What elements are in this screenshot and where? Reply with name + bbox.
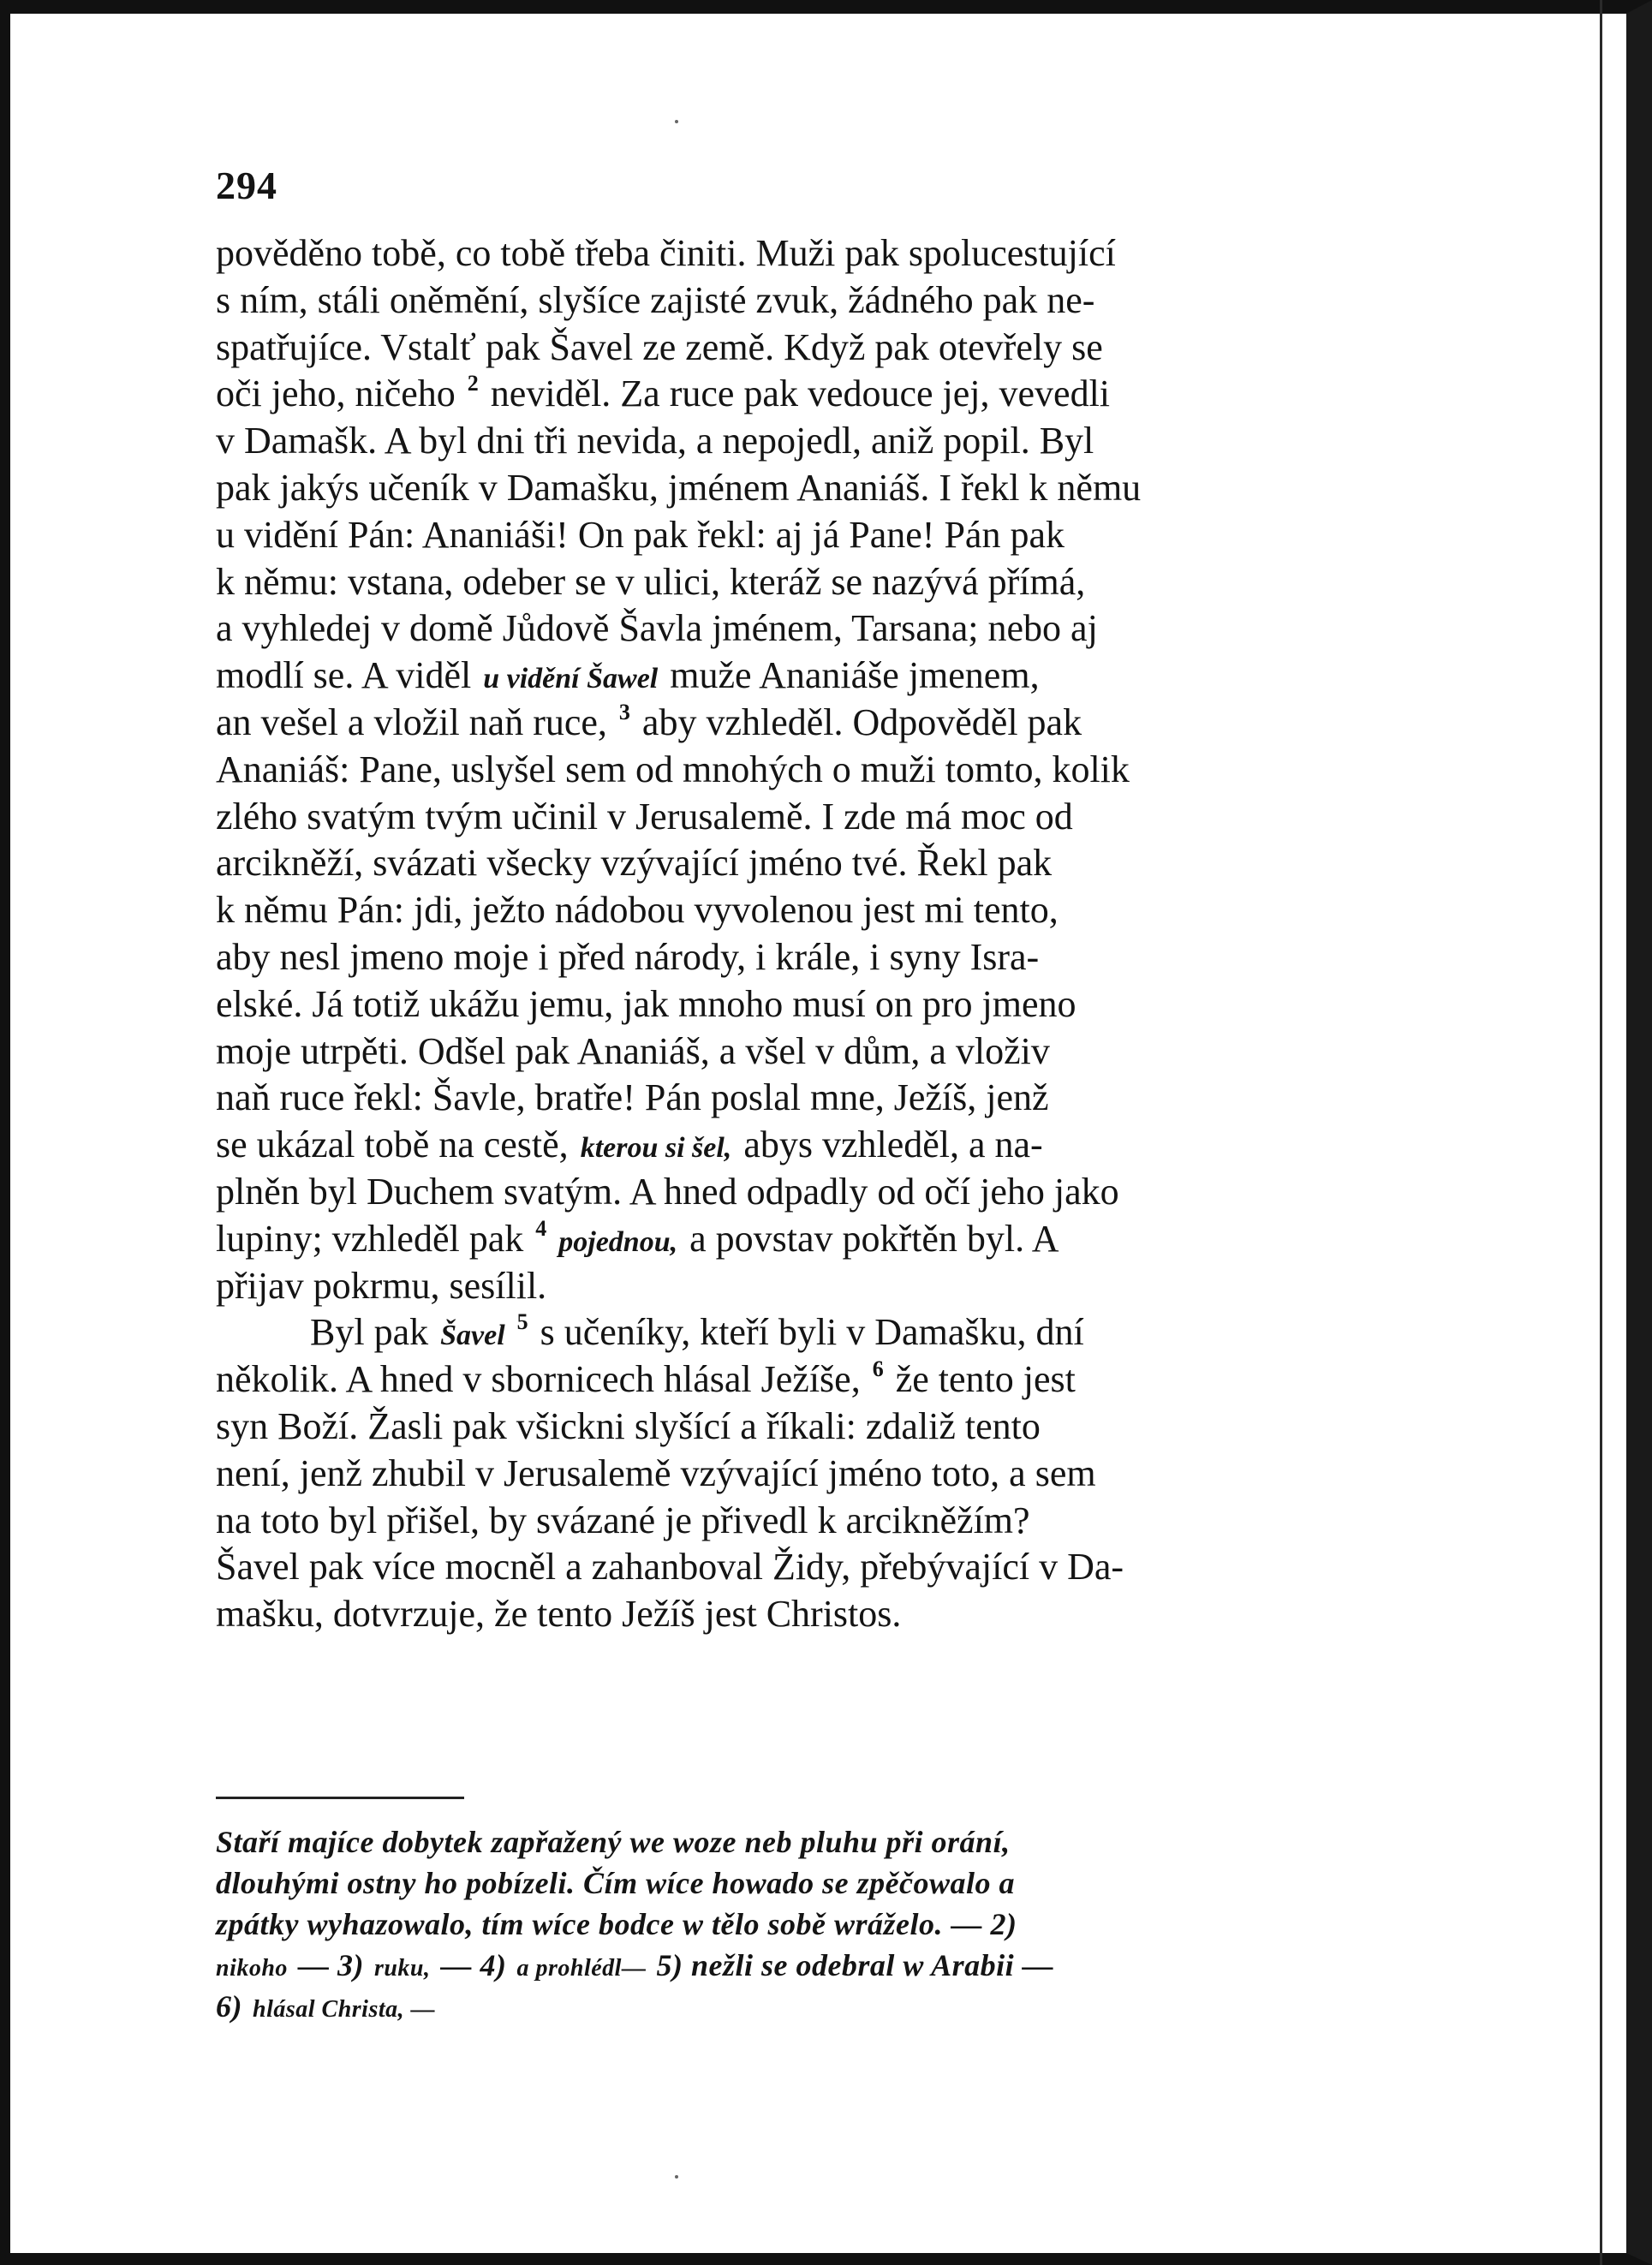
- line-text: neviděl. Za ruce pak vedouce jej, vevedli: [490, 373, 1111, 415]
- line-text: zlého svatým tvým učinil v Jerusalemě. I zde má moc od: [216, 795, 1073, 837]
- text-line: [216, 606, 1415, 653]
- text-line: [216, 466, 1415, 513]
- scan-speck: [675, 2175, 678, 2179]
- footnote-line: [216, 1988, 1415, 2030]
- line-text: u vidění Pán: Ananiáši! On pak řekl: aj já Pane! Pán pak: [216, 513, 1065, 556]
- text-line: [216, 795, 1415, 842]
- text-line: [216, 1592, 1415, 1639]
- line-text: arcikněží, svázati všecky vzývající jméno tvé. Řekl pak: [216, 842, 1053, 885]
- line-text: se ukázal tobě na cestě,: [216, 1124, 569, 1166]
- line-text: muže Ananiáše jmenem,: [670, 654, 1040, 697]
- text-line: [216, 1310, 1415, 1357]
- footnote-text: hlásal Christa, —: [253, 1996, 436, 2023]
- line-text: abys vzhleděl, a na-: [743, 1124, 1043, 1166]
- text-line: [216, 419, 1415, 466]
- text-line: [216, 1123, 1415, 1170]
- line-text: k němu: vstana, odeber se v ulici, kteráž se nazývá přímá,: [216, 560, 1086, 603]
- text-line: [216, 1545, 1415, 1592]
- line-text: an vešel a vložil naň ruce,: [216, 700, 607, 743]
- gloss-text: pojednou,: [558, 1225, 678, 1258]
- footnote-ref: 5: [516, 1309, 528, 1335]
- text-line: [216, 935, 1415, 982]
- text-line: [216, 278, 1415, 325]
- footnote-line: [216, 1865, 1415, 1906]
- gloss-text: Šavel: [440, 1320, 505, 1352]
- footnote-text: Staří majíce dobytek zapřažený we woze neb pluhu při orání,: [216, 1825, 1011, 1859]
- line-text: že tento jest: [895, 1358, 1076, 1401]
- page-edge-line: [1600, 0, 1602, 2265]
- text-line: [216, 1264, 1415, 1311]
- line-text: pak jakýs učeník v Damašku, jménem Ananiáš. I řekl k němu: [216, 466, 1142, 509]
- footnote-ref: 2: [467, 371, 479, 396]
- line-text: aby vzhleděl. Odpověděl pak: [641, 700, 1082, 743]
- text-line: [216, 325, 1415, 373]
- gloss-text: kterou si šel,: [580, 1132, 732, 1165]
- footnote-line: [216, 1824, 1415, 1865]
- page-number: 294: [216, 164, 277, 207]
- text-line: [216, 841, 1415, 888]
- line-text: a vyhledej v domě Jůdově Šavla jménem, Tarsana; nebo aj: [216, 607, 1098, 650]
- line-text: několik. A hned v sbornicech hlásal Ježíše,: [216, 1358, 861, 1401]
- footnote-text: a prohlédl—: [516, 1955, 647, 1982]
- line-text: elské. Já totiž ukážu jemu, jak mnoho musí on pro jmeno: [216, 982, 1076, 1025]
- text-line: [216, 1404, 1415, 1451]
- line-text: s ním, stáli oněmění, slyšíce zajisté zvuk, žádného pak ne-: [216, 278, 1095, 321]
- line-text: Šavel pak více mocněl a zahanboval Židy, přebývající v Da-: [216, 1546, 1124, 1588]
- line-text: na toto byl přišel, by svázané je přivedl k arcikněžím?: [216, 1499, 1030, 1541]
- footnote-text: 5) nežli se odebral w Arabii —: [656, 1948, 1054, 1982]
- line-text: v Damašk. A byl dni tři nevida, a nepojedl, aniž popil. Byl: [216, 420, 1094, 462]
- line-text: a povstav pokřtěn byl. A: [689, 1217, 1059, 1260]
- text-line: [216, 513, 1415, 560]
- line-text: aby nesl jmeno moje i před národy, i krále, i syny Isra-: [216, 935, 1040, 978]
- line-text: plněn byl Duchem svatým. A hned odpadly od očí jeho jako: [216, 1170, 1119, 1213]
- line-text: naň ruce řekl: Šavle, bratře! Pán poslal mne, Ježíš, jenž: [216, 1076, 1049, 1119]
- line-text: přijav pokrmu, sesílil.: [216, 1264, 547, 1307]
- footnote-line: [216, 1947, 1415, 1988]
- text-line: [216, 748, 1415, 795]
- footnote-text: ruku,: [373, 1955, 431, 1982]
- footnotes: [216, 1824, 1415, 2030]
- footnote-text: 6): [216, 1989, 242, 2024]
- line-text: není, jenž zhubil v Jerusalemě vzývající jméno toto, a sem: [216, 1451, 1096, 1494]
- footnote-line: [216, 1906, 1415, 1947]
- text-line: [216, 231, 1415, 278]
- text-line: [216, 888, 1415, 935]
- gloss-text: u vidění Šawel: [483, 663, 659, 695]
- line-text: syn Boží. Žasli pak všickni slyšící a říkali: zdaliž tento: [216, 1404, 1041, 1447]
- text-line: [216, 653, 1415, 700]
- footnote-ref: 6: [872, 1356, 884, 1382]
- footnote-text: zpátky wyhazowalo, tím wíce bodce w tělo sobě wráželo. — 2): [216, 1907, 1017, 1941]
- line-text: k němu Pán: jdi, ježto nádobou vyvolenou jest mi tento,: [216, 889, 1059, 932]
- footnote-text: dlouhými ostny ho pobízeli. Čím wíce howado se zpěčowalo a: [216, 1866, 1016, 1900]
- text-line: [216, 1029, 1415, 1076]
- scan-speck: [675, 120, 678, 123]
- text-line: [216, 982, 1415, 1029]
- line-text: pověděno tobě, co tobě třeba činiti. Muži pak spolucestující: [216, 232, 1116, 274]
- line-text: moje utrpěti. Odšel pak Ananiáš, a všel v dům, a vloživ: [216, 1029, 1050, 1072]
- text-line: [216, 1076, 1415, 1123]
- footnote-ref: 3: [618, 699, 630, 724]
- line-text: s učeníky, kteří byli v Damašku, dní: [540, 1311, 1084, 1354]
- line-text: spatřujíce. Vstalť pak Šavel ze země. Když pak otevřely se: [216, 325, 1103, 368]
- text-line: [216, 372, 1415, 419]
- line-text: lupiny; vzhleděl pak: [216, 1217, 524, 1260]
- line-text: mašku, dotvrzuje, že tento Ježíš jest Christos.: [216, 1593, 902, 1636]
- text-line: [216, 1217, 1415, 1264]
- text-line: [216, 1451, 1415, 1499]
- text-line: [216, 1170, 1415, 1217]
- footnote-text: nikoho: [216, 1955, 288, 1982]
- footnote-text: — 4): [440, 1948, 507, 1982]
- text-line: [216, 560, 1415, 607]
- line-text: modlí se. A viděl: [216, 654, 472, 697]
- footnote-ref: 4: [535, 1215, 547, 1241]
- body-text: [216, 231, 1415, 1639]
- line-text: Byl pak: [310, 1311, 429, 1354]
- footnote-text: — 3): [297, 1948, 364, 1982]
- footnote-divider: [216, 1797, 464, 1799]
- text-line: [216, 1357, 1415, 1404]
- text-line: [216, 1499, 1415, 1546]
- text-line: [216, 700, 1415, 748]
- line-text: Ananiáš: Pane, uslyšel sem od mnohých o muži tomto, kolik: [216, 748, 1130, 790]
- line-text: oči jeho, ničeho: [216, 373, 456, 415]
